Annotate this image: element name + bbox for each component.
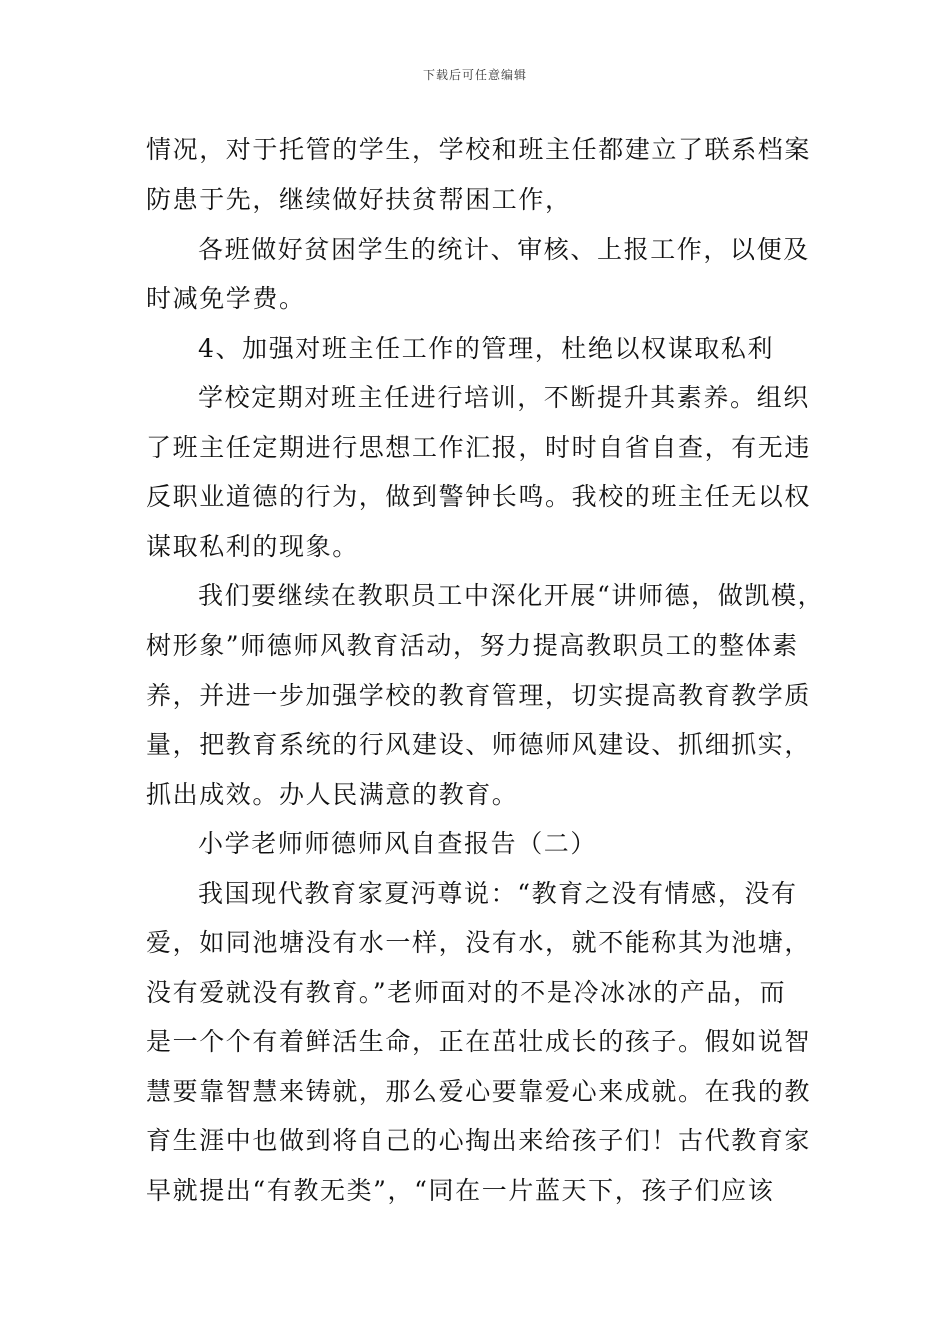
page-header: 下载后可任意编辑 [422,68,527,82]
text-line: 各班做好贫困学生的统计、审核、上报工作，以便及 [198,235,810,264]
text-line: 我国现代教育家夏沔尊说：“教育之没有情感，没有 [198,879,798,908]
text-line: 没有爱就没有教育。”老师面对的不是冷冰冰的产品，而 [146,978,787,1007]
text-line: 我们要继续在教职员工中深化开展“讲师德，做凯模， [198,581,825,610]
text-line: 情况，对于托管的学生，学校和班主任都建立了联系档案 [146,135,812,164]
text-line: 了班主任定期进行思想工作汇报，时时自省自查，有无违 [146,433,812,462]
text-line: 学校定期对班主任进行培训，不断提升其素养。组织 [198,383,810,412]
text-line: 量，把教育系统的行风建设、师德师风建设、抓细抓实， [146,730,812,759]
text-line: 抓出成效。办人民满意的教育。 [146,780,519,809]
text-line: 育生涯中也做到将自己的心掏出来给孩子们！古代教育家 [146,1126,812,1155]
section-heading: 4、加强对班主任工作的管理，杜绝以权谋取私利 [198,334,775,363]
text-line: 谋取私利的现象。 [146,532,359,561]
text-line: 防患于先，继续做好扶贫帮困工作， [146,185,572,214]
text-line: 树形象”师德师风教育活动，努力提高教职员工的整体素 [146,631,799,660]
text-line: 时减免学费。 [146,284,306,313]
text-line: 养，并进一步加强学校的教育管理，切实提高教育教学质 [146,681,812,710]
text-line: 爱，如同池塘没有水一样，没有水，就不能称其为池塘， [146,928,812,957]
report-title: 小学老师师德师风自查报告（二） [198,829,598,858]
text-line: 是一个个有着鲜活生命，正在茁壮成长的孩子。假如说智 [146,1027,812,1056]
text-line: 早就提出“有教无类”，“同在一片蓝天下，孩子们应该 [146,1176,775,1205]
text-line: 慧要靠智慧来铸就，那么爱心要靠爱心来成就。在我的教 [146,1077,812,1106]
text-line: 反职业道德的行为，做到警钟长鸣。我校的班主任无以权 [146,482,812,511]
